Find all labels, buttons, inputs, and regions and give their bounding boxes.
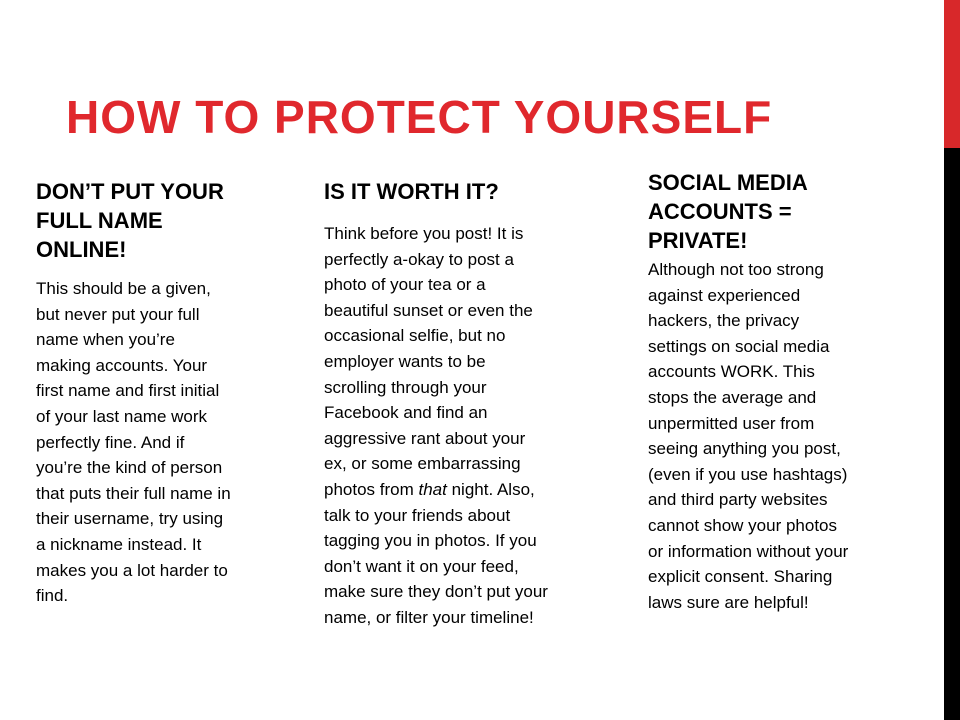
body-text: night. Also, talk to your friends about tagging you in photos. If you don’t want it on your feed, make sure they don’t put your name, or filter your timeline! xyxy=(324,479,548,627)
edge-black-bar xyxy=(944,148,960,720)
edge-red-bar xyxy=(944,0,960,148)
body-text: Think before you post! It is perfectly a-okay to post a photo of your tea or a beautiful sunset or even the occasional selfie, but no employer wants to be scrolling through your Facebook and find an aggressive rant about your ex, or some embarrassing photos from xyxy=(324,224,533,499)
slide-title: HOW TO PROTECT YOURSELF xyxy=(66,91,773,143)
column-private-accounts xyxy=(648,168,910,615)
column-heading: SOCIAL MEDIA ACCOUNTS = PRIVATE! xyxy=(648,170,808,253)
column-full-name xyxy=(36,177,286,609)
column-worth-it xyxy=(324,177,614,631)
edge-accent-strip xyxy=(944,0,960,720)
column-body: This should be a given, but never put your full name when you’re making accounts. Your first name and first initial of your last name work perfectly fine. And if you’re the kind of person that puts their full name in their username, try using a nickname instead. It makes you a lot harder to find. xyxy=(36,279,231,606)
body-emphasis: that xyxy=(418,479,447,499)
column-heading: DON’T PUT YOUR FULL NAME ONLINE! xyxy=(36,179,224,262)
column-heading: IS IT WORTH IT? xyxy=(324,179,499,204)
column-body: Although not too strong against experienced hackers, the privacy settings on social media accounts WORK. This stops the average and unpermitted user from seeing anything you post, (even if you use hashtags) and third party websites cannot show your photos or information without your explicit consent. Sharing laws sure are helpful! xyxy=(648,260,849,612)
column-body xyxy=(324,221,614,631)
